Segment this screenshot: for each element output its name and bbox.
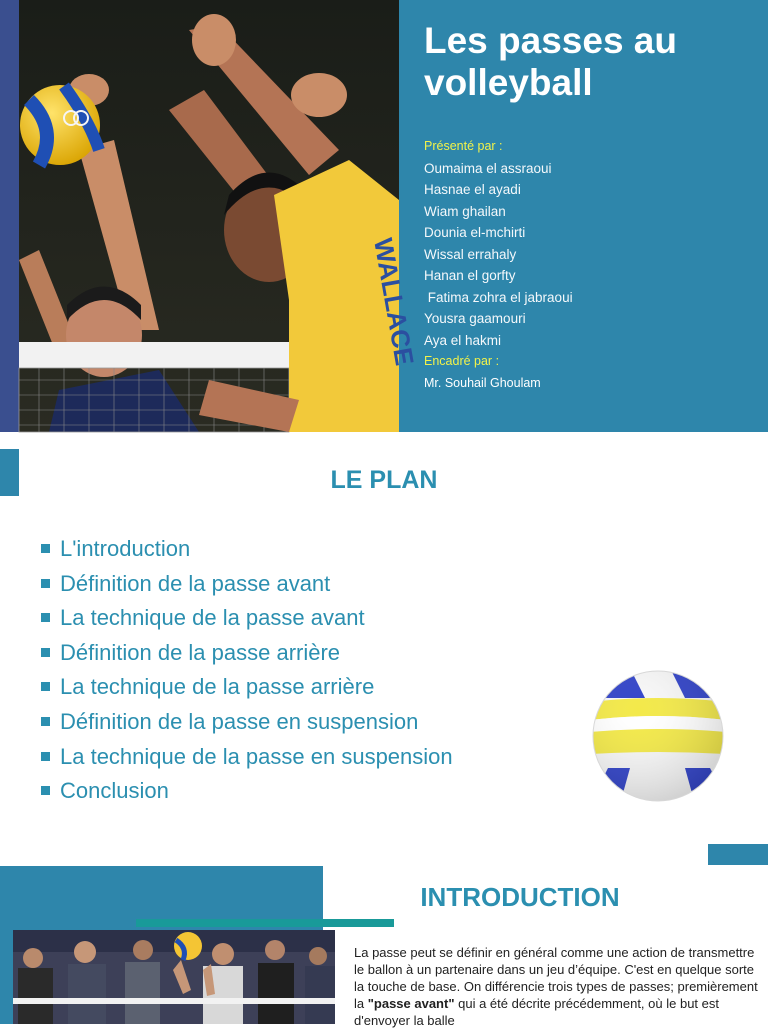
intro-text-bold: "passe avant" [367,996,455,1011]
intro-accent-bar [708,844,768,865]
intro-text-part2: qui a été décrite précédemment, où le but est d'envoyer la balle [354,996,719,1028]
plan-item: La technique de la passe avant [40,601,453,636]
plan-item: La technique de la passe arrière [40,670,453,705]
intro-teal-line [136,919,394,927]
presenters-block [424,136,754,394]
jersey-name-text: WALLACE [368,235,420,368]
plan-item: Définition de la passe en suspension [40,705,453,740]
intro-paragraph [354,944,758,1029]
plan-item: La technique de la passe en suspension [40,740,453,775]
presenter-name: Aya el hakmi [424,332,502,348]
presentation-title: Les passes au volleyball [424,20,677,103]
plan-list [40,532,453,809]
volleyball-crowd-photo [13,930,335,1024]
volleyball-action-photo [19,0,420,432]
volleyball-icon [590,668,726,809]
presenter-name: Yousra gaamouri [424,311,526,326]
supervisor-name: Mr. Souhail Ghoulam [424,375,541,390]
presented-by-label: Présenté par : [424,139,503,153]
intro-text-part1: La passe peut se définir en général comme une action de transmettre le ballon à un partenaire dans un jeu d’équipe. C'est en quelque sorte la touche de base. On différencie trois types de passes; premièrement la [354,945,758,1011]
plan-item: Définition de la passe avant [40,567,453,602]
presenter-name: Hanan el gorfty [424,268,516,283]
intro-title: INTRODUCTION [420,882,620,912]
presenter-name: Oumaima el assraoui [424,160,552,176]
title-slide [0,0,768,432]
plan-item: Conclusion [40,774,453,809]
plan-item: Définition de la passe arrière [40,636,453,671]
left-accent-bar [0,0,19,432]
presenter-name: Dounia el-mchirti [424,225,526,240]
supervised-by-label: Encadré par : [424,354,500,368]
presenter-name: Wissal errahaly [424,246,517,262]
plan-item: L'introduction [40,532,453,567]
presenter-name: Fatima zohra el jabraoui [424,289,573,305]
presenter-name: Wiam ghailan [424,203,506,219]
plan-title: LE PLAN [330,466,438,494]
presenter-name: Hasnae el ayadi [424,182,521,197]
